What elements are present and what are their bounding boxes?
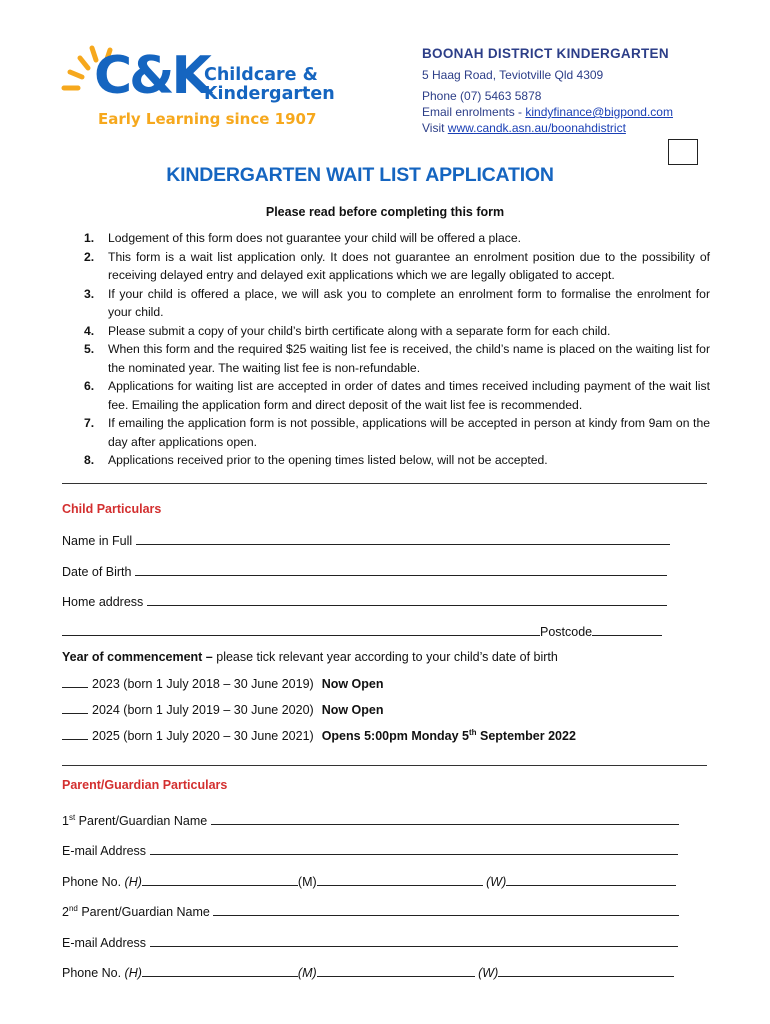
please-read-heading: Please read before completing this form xyxy=(265,205,505,219)
section-divider xyxy=(62,765,707,766)
parent2-phone-m-input[interactable] xyxy=(317,964,475,977)
website-line: Visit www.candk.asn.au/boonahdistrict xyxy=(422,121,626,135)
parent1-email-field[interactable]: E-mail Address xyxy=(62,842,678,858)
parent2-name-input[interactable] xyxy=(213,903,679,916)
email-line: Email enrolments - kindyfinance@bigpond.com xyxy=(422,105,673,119)
website-link[interactable]: www.candk.asn.au/boonahdistrict xyxy=(447,121,626,135)
parent2-name-field[interactable]: 2nd Parent/Guardian Name xyxy=(62,903,679,919)
rule-item: 2. This form is a wait list application only. It does not guarantee an enrolment position due to the possibility of receiving delayed entry and delayed exit applications which we are legally obligated to accept. xyxy=(84,249,710,282)
home-address-field[interactable]: Home address xyxy=(62,593,667,609)
child-name-field[interactable]: Name in Full xyxy=(62,532,670,548)
section-divider xyxy=(62,483,707,484)
parent2-email-field[interactable]: E-mail Address xyxy=(62,934,678,950)
parent2-phone-h-input[interactable] xyxy=(142,964,298,977)
dob-field[interactable]: Date of Birth xyxy=(62,563,667,579)
tick-blank[interactable] xyxy=(62,727,88,740)
postcode-input[interactable] xyxy=(592,623,662,636)
phone: Phone (07) 5463 5878 xyxy=(422,89,542,103)
logo-letters: C&K xyxy=(94,46,209,106)
page-title: KINDERGARTEN WAIT LIST APPLICATION xyxy=(166,164,554,186)
child-particulars-heading: Child Particulars xyxy=(62,502,162,516)
tick-blank[interactable] xyxy=(62,701,88,714)
office-use-checkbox[interactable] xyxy=(668,139,698,165)
postcode-row[interactable]: Postcode xyxy=(62,623,662,639)
parent2-phone-w-input[interactable] xyxy=(498,964,674,977)
rule-item: 8. Applications received prior to the opening times listed below, will not be accepted. xyxy=(84,453,548,467)
parent1-phone-h-input[interactable] xyxy=(142,873,298,886)
parent1-phone-m-input[interactable] xyxy=(317,873,483,886)
rules-list xyxy=(62,229,710,470)
year-option-2023[interactable]: 2023 (born 1 July 2018 – 30 June 2019) Now Open xyxy=(62,675,384,691)
parent2-email-input[interactable] xyxy=(150,934,678,947)
parent1-phone-field[interactable]: Phone No. (H) (M) (W) xyxy=(62,873,676,889)
ck-logo xyxy=(58,40,358,140)
rule-item: 1. Lodgement of this form does not guarantee your child will be offered a place. xyxy=(84,231,522,245)
parent-particulars-heading: Parent/Guardian Particulars xyxy=(62,778,228,792)
dob-input[interactable] xyxy=(135,563,667,576)
parent1-email-input[interactable] xyxy=(150,842,678,855)
tick-blank[interactable] xyxy=(62,675,88,688)
year-heading: Year of commencement – please tick relevant year according to your child’s date of birth xyxy=(62,650,558,664)
email-link[interactable]: kindyfinance@bigpond.com xyxy=(525,105,673,119)
year-option-2024[interactable]: 2024 (born 1 July 2019 – 30 June 2020) Now Open xyxy=(62,701,384,717)
rule-item: 4. Please submit a copy of your child’s birth certificate along with a separate form for each child. xyxy=(84,323,611,338)
rule-item: 7. If emailing the application form is not possible, applications will be accepted in person at kindy from 9am on the day after applications open. xyxy=(84,416,710,449)
parent2-phone-field[interactable]: Phone No. (H) (M) (W) xyxy=(62,964,674,980)
logo-tagline: Early Learning since 1907 xyxy=(98,110,317,128)
parent1-name-input[interactable] xyxy=(211,812,679,825)
home-address-input[interactable] xyxy=(147,593,667,606)
child-name-input[interactable] xyxy=(136,532,670,545)
parent1-name-field[interactable]: 1st Parent/Guardian Name xyxy=(62,812,679,828)
address: 5 Haag Road, Teviotville Qld 4309 xyxy=(422,68,604,82)
rule-item: 6. Applications for waiting list are accepted in order of dates and times received including payment of the wait list fee. Emailing the application form and direct deposit of the wait list fee is recommended. xyxy=(84,379,710,412)
address-line2-input[interactable] xyxy=(62,623,540,636)
parent1-phone-w-input[interactable] xyxy=(506,873,676,886)
contact-block xyxy=(422,46,673,136)
year-option-2025[interactable]: 2025 (born 1 July 2020 – 30 June 2021) Opens 5:00pm Monday 5th September 2022 xyxy=(62,727,576,743)
kindergarten-name: BOONAH DISTRICT KINDERGARTEN xyxy=(422,46,669,61)
logo-brand: Childcare & Kindergarten xyxy=(204,65,335,104)
rule-item: 5. When this form and the required $25 waiting list fee is received, the child’s name is placed on the waiting list for the nominated year. The waiting list fee is non-refundable. xyxy=(84,342,710,375)
rule-item: 3. If your child is offered a place, we will ask you to complete an enrolment form to formalise the enrolment for your child. xyxy=(84,286,710,319)
